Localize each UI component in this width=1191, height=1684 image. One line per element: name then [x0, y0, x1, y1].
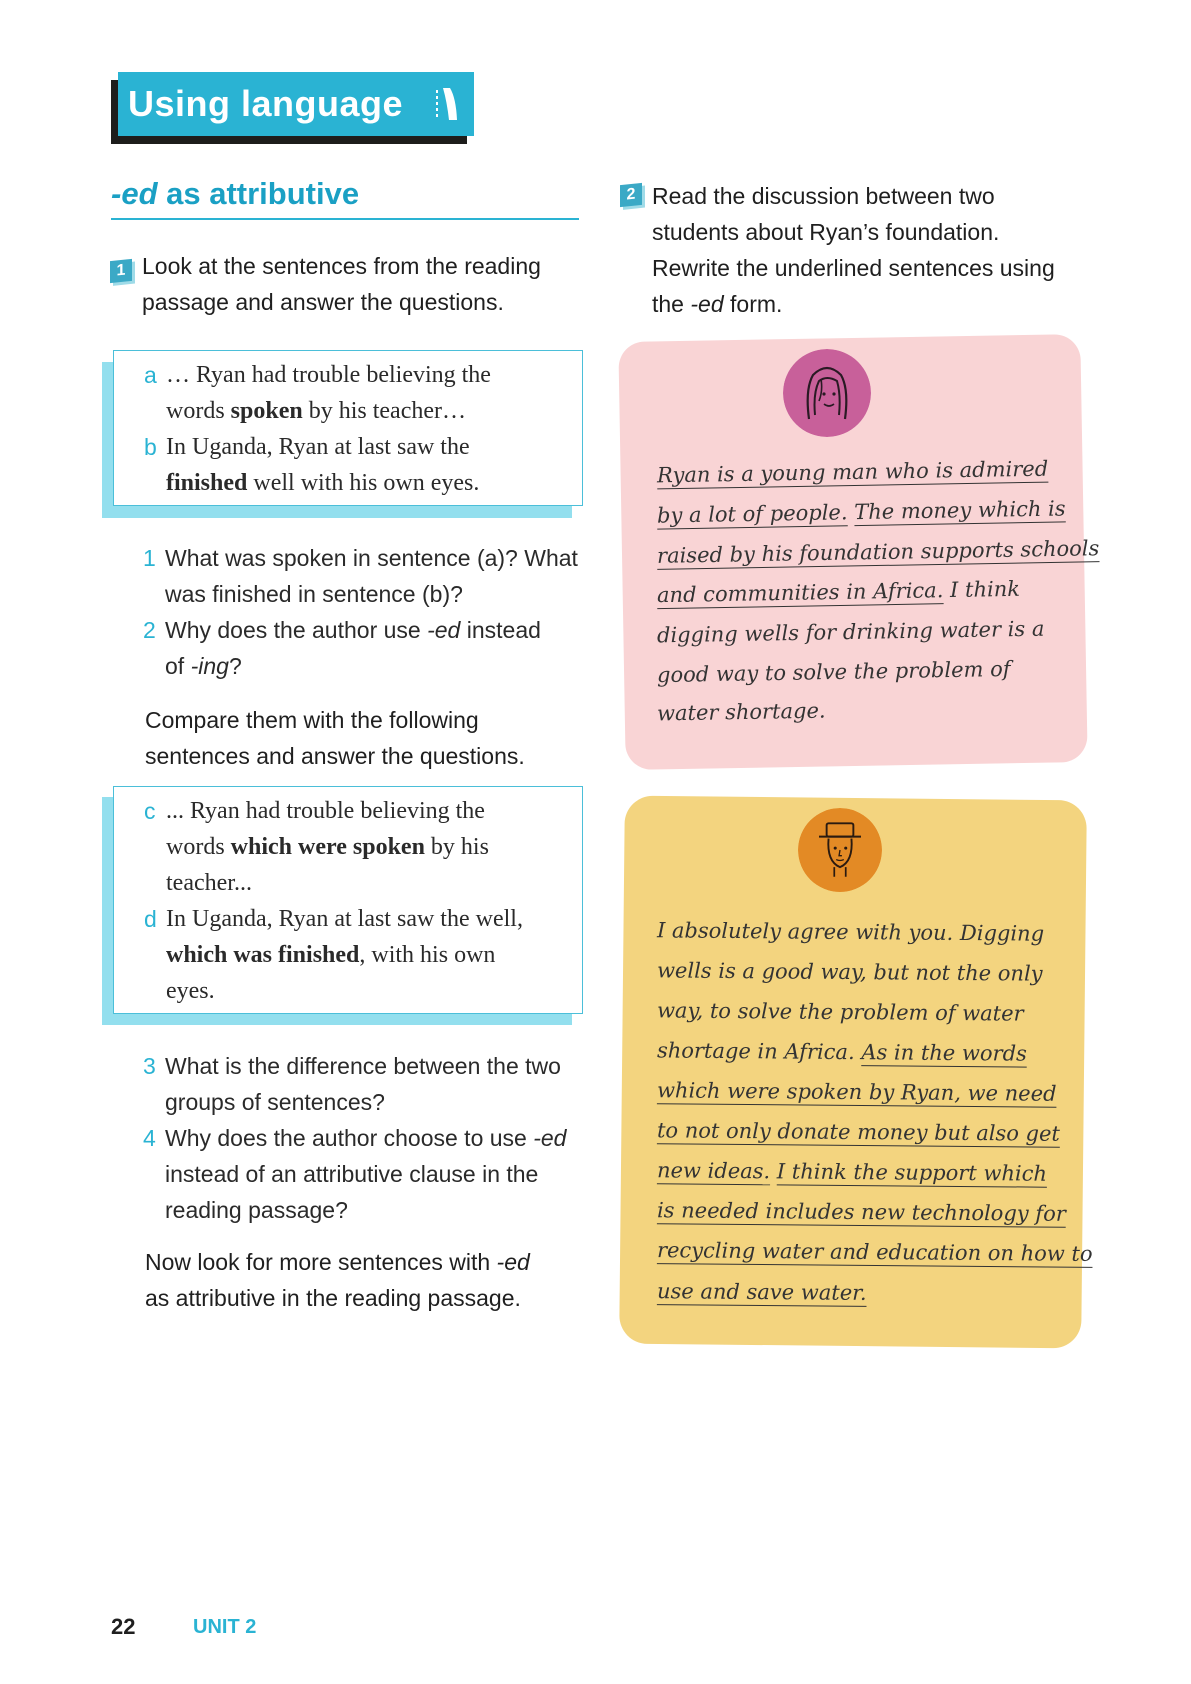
question-1-line-2: was finished in sentence (b)? [165, 581, 463, 607]
page-number: 22 [111, 1614, 136, 1639]
instruction-line: Rewrite the underlined sentences using [652, 255, 1055, 281]
yellow-card-line-1: I absolutely agree with you. Digging [656, 918, 1045, 946]
example-d-line-2: which was finished, with his own [166, 942, 496, 968]
question-4-line-1: Why does the author choose to use -ed [165, 1125, 567, 1151]
instruction-line: Read the discussion between two [652, 183, 995, 209]
yellow-card-line-5: which were spoken by Ryan, we need [656, 1078, 1057, 1106]
exercise-1-instruction [142, 248, 541, 320]
example-letter-b: b [144, 434, 157, 460]
bold-keyword: which was finished [166, 942, 360, 968]
question-2-line-2: of -ing? [165, 653, 242, 679]
instruction-line: as attributive in the reading passage. [145, 1285, 521, 1311]
bold-keyword: which were spoken [230, 834, 425, 860]
question-number-3: 3 [143, 1053, 156, 1079]
page-title: Using language [128, 83, 404, 124]
instruction-line: Compare them with the following [145, 707, 479, 733]
example-b-line-1: In Uganda, Ryan at last saw the [166, 434, 470, 460]
section-heading [111, 176, 579, 212]
question-2-line-1: Why does the author use -ed instead [165, 617, 541, 643]
example-box-1 [113, 350, 583, 506]
example-letter-c: c [144, 798, 156, 824]
section-heading-italic: -ed [111, 176, 158, 211]
pink-card-line-4: and communities in Africa. I think [656, 576, 1021, 608]
unit-label: UNIT 2 [193, 1616, 257, 1638]
yellow-card-line-9: recycling water and education on how to [656, 1238, 1093, 1266]
question-4-line-2: instead of an attributive clause in the [165, 1161, 539, 1187]
girl-avatar-icon [783, 349, 871, 437]
exercise-2-number: 2 [620, 183, 642, 207]
question-number-4: 4 [143, 1125, 156, 1151]
question-1-line-1: What was spoken in sentence (a)? What [165, 545, 578, 571]
example-c-line-1: ... Ryan had trouble believing the [166, 798, 485, 824]
example-box-2 [113, 786, 583, 1014]
question-number-2: 2 [143, 617, 156, 643]
exercise-1-number: 1 [110, 259, 132, 283]
yellow-card-line-8: is needed includes new technology for [656, 1198, 1066, 1226]
title-banner [118, 72, 474, 136]
yellow-card-line-6: to not only donate money but also get [656, 1118, 1061, 1146]
example-c-line-3: teacher... [166, 870, 252, 896]
now-look-instruction [145, 1244, 530, 1316]
example-d-line-3: eyes. [166, 978, 215, 1004]
instruction-line: Now look for more sentences with -ed [145, 1249, 530, 1275]
yellow-card-line-3: way, to solve the problem of water [656, 998, 1024, 1026]
example-c-line-2: words which were spoken by his [166, 834, 489, 860]
section-heading-text: as attributive [157, 176, 360, 211]
yellow-card-line-10: use and save water. [656, 1279, 867, 1305]
bold-keyword: spoken [230, 398, 303, 424]
example-letter-d: d [144, 906, 157, 932]
boy-with-hat-avatar-icon [798, 808, 882, 892]
example-letter-a: a [144, 362, 157, 388]
question-4-line-3: reading passage? [165, 1197, 348, 1223]
yellow-card-line-2: wells is a good way, but not the only [656, 958, 1043, 986]
yellow-card-line-4: shortage in Africa. As in the words [656, 1038, 1027, 1066]
pink-card-line-2: by a lot of people. The money which is [656, 496, 1066, 528]
example-d-line-1: In Uganda, Ryan at last saw the well, [166, 906, 523, 932]
exercise-2-instruction [652, 178, 1055, 322]
instruction-line: the -ed form. [652, 291, 783, 317]
question-3-line-1: What is the difference between the two [165, 1053, 561, 1079]
yellow-card-line-7: new ideas. I think the support which [656, 1158, 1048, 1186]
example-b-line-2: finished well with his own eyes. [166, 470, 480, 496]
pink-card-line-6: good way to solve the problem of [656, 656, 1011, 688]
bold-keyword: finished [166, 470, 248, 496]
pink-card-line-1: Ryan is a young man who is admired [656, 456, 1049, 488]
bookmark-icon [436, 86, 458, 124]
compare-instruction [145, 702, 525, 774]
example-a-line-1: … Ryan had trouble believing the [166, 362, 491, 388]
instruction-line: students about Ryan’s foundation. [652, 219, 1000, 245]
instruction-line: passage and answer the questions. [142, 289, 504, 315]
question-number-1: 1 [143, 545, 156, 571]
question-3-line-2: groups of sentences? [165, 1089, 385, 1115]
example-a-line-2: words spoken by his teacher… [166, 398, 466, 424]
pink-card-line-3: raised by his foundation supports schools [656, 536, 1100, 568]
instruction-line: sentences and answer the questions. [145, 743, 525, 769]
pink-card-line-5: digging wells for drinking water is a [656, 616, 1045, 648]
section-underline [111, 218, 579, 220]
pink-card-line-7: water shortage. [656, 698, 826, 726]
instruction-line: Look at the sentences from the reading [142, 253, 541, 279]
